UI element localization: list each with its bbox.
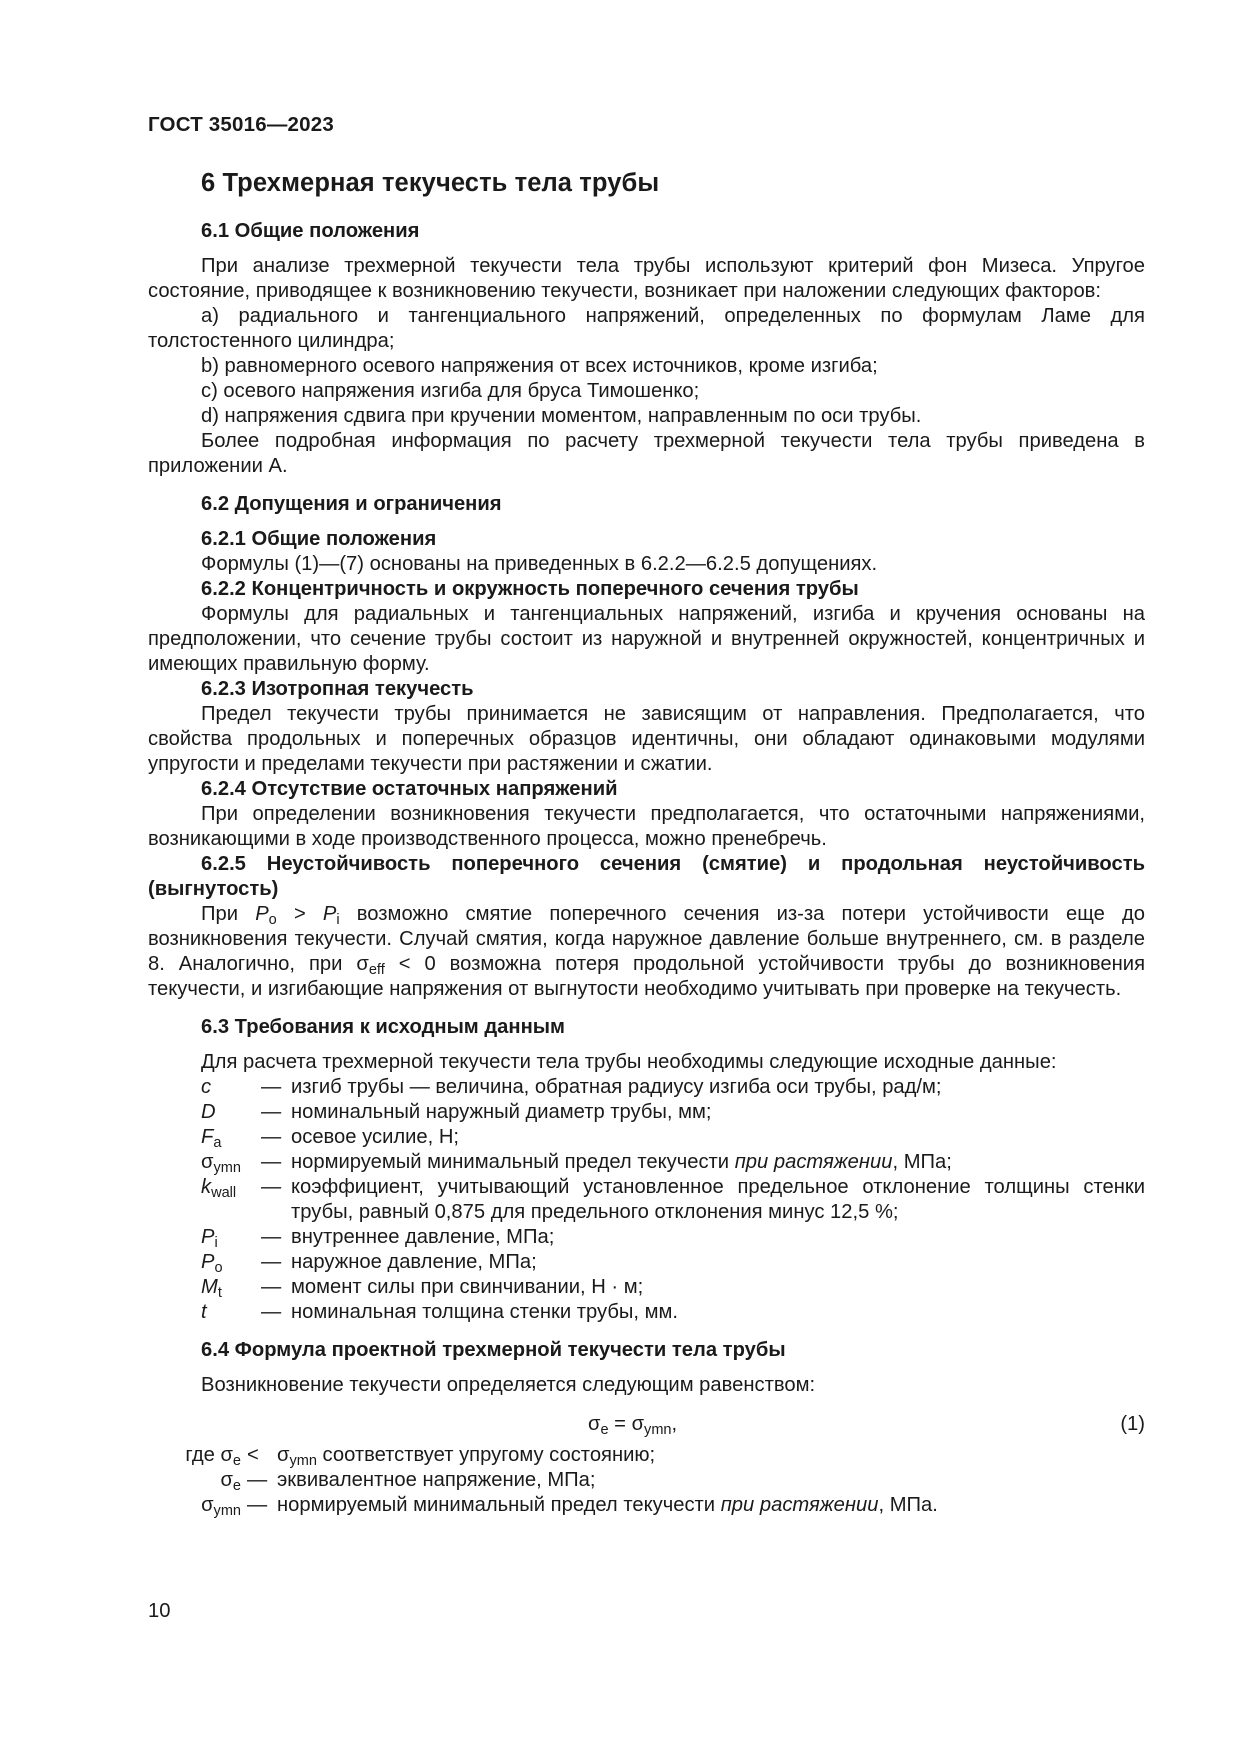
formula-number: (1) <box>1120 1413 1145 1435</box>
symbol-row: $F_a$ — осевое усилие, Н; <box>148 1125 1145 1150</box>
symbol: $F_a$ <box>201 1126 222 1152</box>
symbol-definition: внутреннее давление, МПа; <box>291 1226 555 1248</box>
symbol-row: $\sigma_{ymn}$ — нормируемый минимальный предел текучести при растяжении, МПа; <box>148 1150 1145 1175</box>
formula-1 <box>148 1412 1145 1440</box>
where-row: где $\sigma_e$ < $\sigma_{ymn}$ соответствует упругому состоянию; <box>148 1443 1145 1468</box>
symbol: t <box>201 1301 207 1323</box>
factor-item-a: а) радиального и тангенциального напряжений, определенных по формулам Ламе для толстостенного цилиндра; <box>148 305 1145 352</box>
symbol-row: D — номинальный наружный диаметр трубы, мм; <box>148 1100 1145 1125</box>
section-6-3-title: 6.3 Требования к исходным данным <box>201 1016 565 1038</box>
symbol-definition: наружное давление, МПа; <box>291 1251 537 1273</box>
symbol-definition: изгиб трубы — величина, обратная радиусу изгиба оси трубы, рад/м; <box>291 1076 942 1098</box>
section-6-2-title: 6.2 Допущения и ограничения <box>201 493 502 515</box>
symbol: $M_t$ <box>201 1276 222 1302</box>
section-6-2-3-text: Предел текучести трубы принимается не зависящим от направления. Предполагается, что свойства продольных и поперечных образцов идентичны, они обладают одинаковыми модулями упругости и пределами текучести при растяжении и сжатии. <box>148 703 1145 775</box>
section-6-2-5-text: При $P_o > P_i$ возможно смятие поперечного сечения из-за потери устойчивости еще до возникновения текучести. Случай смятия, когда наружное давление больше внутреннего, см. в разделе 8. Аналогично, при $\sigma_{eff} < 0$ возможна потеря продольной устойчивости трубы до возникновения текучести, и изгибающие напряжения от выгнутости необходимо учитывать при проверке на текучесть. <box>148 903 1146 1000</box>
section-6-1-intro: При анализе трехмерной текучести тела трубы используют критерий фон Мизеса. Упругое состояние, приводящее к возникновению текучести, возникает при наложении следующих факторов: <box>148 255 1145 302</box>
symbol-row: $P_o$ — наружное давление, МПа; <box>148 1250 1145 1275</box>
symbol-definition: коэффициент, учитывающий установленное предельное отклонение толщины стенки трубы, равный 0,875 для предельного отклонения минус 12,5 %; <box>291 1176 1145 1223</box>
section-6-title: 6 Трехмерная текучесть тела трубы <box>201 169 660 197</box>
where-lead: где $\sigma_e$ <box>185 1444 241 1470</box>
section-6-2-2-title: 6.2.2 Концентричность и окружность поперечного сечения трубы <box>201 578 859 600</box>
factor-item-c: c) осевого напряжения изгиба для бруса Тимошенко; <box>201 380 700 402</box>
symbol-definition: осевое усилие, Н; <box>291 1126 460 1148</box>
symbol-row: c — изгиб трубы — величина, обратная радиусу изгиба оси трубы, рад/м; <box>148 1075 1145 1100</box>
symbol-list <box>148 1075 1145 1325</box>
section-6-2-5-title: 6.2.5 Неустойчивость поперечного сечения (смятие) и продольная неустойчивость (выгнутость) <box>148 853 1145 900</box>
section-6-2-3-title: 6.2.3 Изотропная текучесть <box>201 678 474 700</box>
symbol: $k_{wall}$ <box>201 1176 237 1202</box>
section-6-2-2-text: Формулы для радиальных и тангенциальных напряжений, изгиба и кручения основаны на предположении, что сечение трубы состоит из наружной и внутренней окружностей, концентричных и имеющих правильную форму. <box>148 603 1145 675</box>
section-6-3-intro: Для расчета трехмерной текучести тела трубы необходимы следующие исходные данные: <box>201 1051 1057 1073</box>
formula-expression: $\sigma_e = \sigma_{ymn}$, <box>588 1413 678 1439</box>
symbol: $P_i$ <box>201 1226 218 1252</box>
page-number: 10 <box>148 1600 171 1622</box>
section-6-2-4-text: При определении возникновения текучести предполагается, что остаточными напряжениями, возникающими в ходе производственного процесса, можно пренебречь. <box>148 803 1145 850</box>
section-6-1-title: 6.1 Общие положения <box>201 220 420 242</box>
formula-explanation <box>148 1443 1145 1518</box>
section-6-4-title: 6.4 Формула проектной трехмерной текучести тела трубы <box>201 1339 786 1361</box>
symbol-definition: нормируемый минимальный предел текучести при растяжении, МПа; <box>291 1151 952 1173</box>
symbol: $P_o$ <box>201 1251 223 1277</box>
symbol-row: $P_i$ — внутреннее давление, МПа; <box>148 1225 1145 1250</box>
factor-item-d: d) напряжения сдвига при кручении моментом, направленным по оси трубы. <box>201 405 922 427</box>
section-6-2-1-text: Формулы (1)—(7) основаны на приведенных в 6.2.2—6.2.5 допущениях. <box>201 553 878 575</box>
section-6-4-intro: Возникновение текучести определяется следующим равенством: <box>201 1374 816 1396</box>
factor-item-b: b) равномерного осевого напряжения от всех источников, кроме изгиба; <box>201 355 878 377</box>
where-row: $\sigma_{ymn}$ — нормируемый минимальный предел текучести при растяжении, МПа. <box>201 1494 938 1520</box>
section-6-2-4-title: 6.2.4 Отсутствие остаточных напряжений <box>201 778 618 800</box>
symbol-definition: номинальный наружный диаметр трубы, мм; <box>291 1101 712 1123</box>
symbol: D <box>201 1101 216 1123</box>
symbol-row: $M_t$ — момент силы при свинчивании, Н · м; <box>148 1275 1145 1300</box>
section-6-1-more-info: Более подробная информация по расчету трехмерной текучести тела трубы приведена в приложении А. <box>148 430 1145 477</box>
symbol: c <box>201 1076 212 1098</box>
page-body <box>148 168 1145 1518</box>
symbol-definition: момент силы при свинчивании, Н · м; <box>291 1276 644 1298</box>
symbol-definition: номинальная толщина стенки трубы, мм. <box>291 1301 679 1323</box>
symbol-row: $k_{wall}$ — коэффициент, учитывающий установленное предельное отклонение толщины стенки трубы, равный 0,875 для предельного отклонения минус 12,5 %; <box>148 1175 1145 1225</box>
document-code: ГОСТ 35016—2023 <box>148 113 334 136</box>
section-6-2-1-title: 6.2.1 Общие положения <box>201 528 437 550</box>
where-row: $\sigma_e$ — эквивалентное напряжение, МПа; <box>220 1469 596 1495</box>
symbol: $\sigma_{ymn}$ <box>201 1151 241 1177</box>
symbol-row: t — номинальная толщина стенки трубы, мм. <box>148 1300 1145 1325</box>
